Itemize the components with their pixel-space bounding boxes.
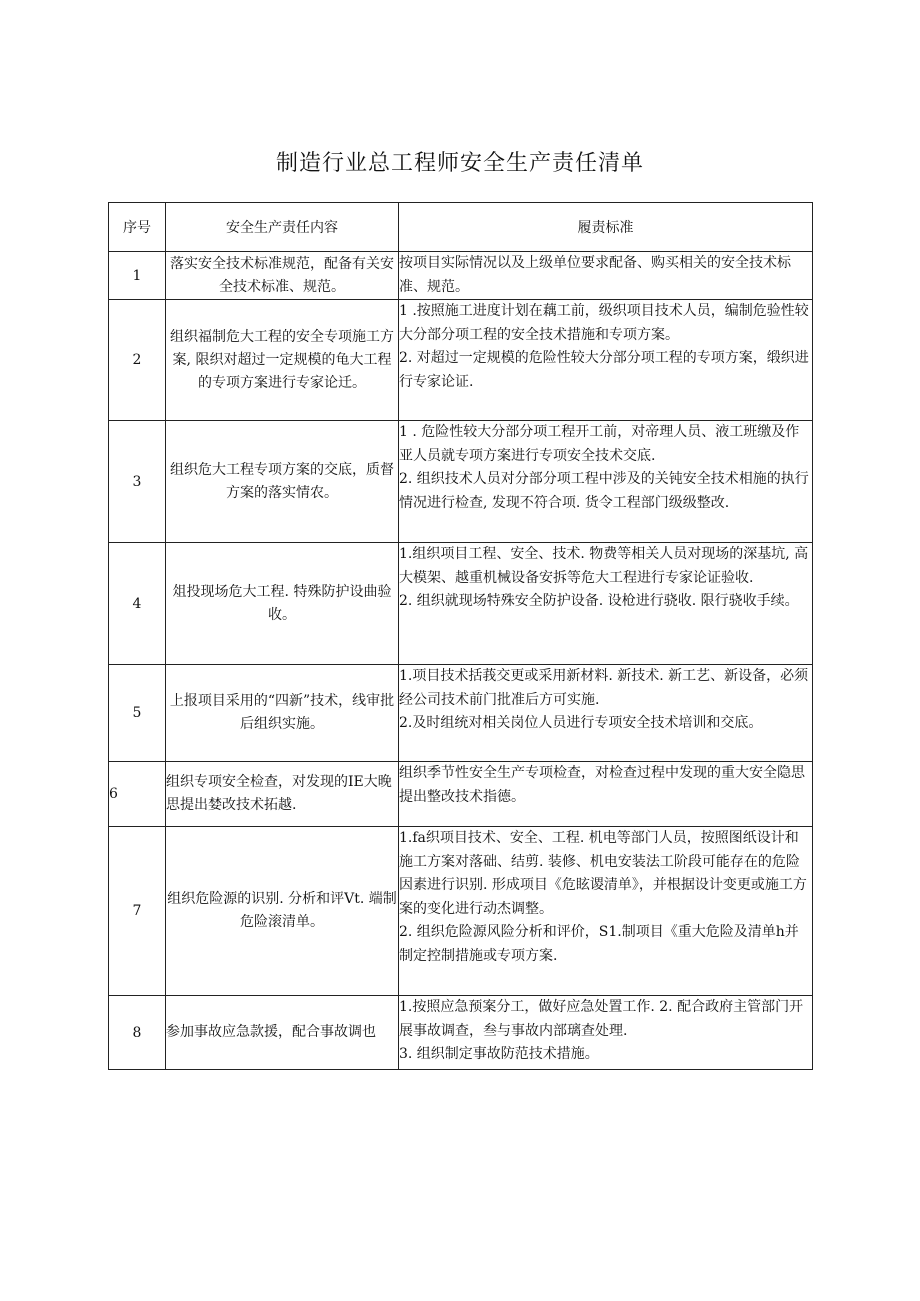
header-no: 序号 bbox=[109, 203, 166, 252]
standard-line: 2. 组织危险源风险分析和评价，S1.制项目《重大危险及清单h并制定控制措施或专项方案. bbox=[399, 924, 799, 964]
fulfillment-standard bbox=[399, 543, 813, 665]
standard-line: 2. 组织技术人员对分部分项工程中涉及的关钝安全技术相施的执行情况进行检查, 发现不符合项. 货令工程部门级级整改. bbox=[399, 471, 809, 511]
standard-line: 1.fa织项目技术、安全、工程. 机电等部门人员，按照图纸设计和施工方案对落础、结剪. 装修、机电安装法工阶段可能存在的危险因素进行识别. 形成项目《危眩谡清单》，并根据设计变更或施工方案的变化进行动杰调整。 bbox=[399, 830, 807, 917]
fulfillment-standard bbox=[399, 665, 813, 762]
responsibility-content: 参加事故应急款援，配合事故调也 bbox=[166, 996, 399, 1070]
table-row bbox=[109, 252, 813, 300]
row-number: 1 bbox=[109, 252, 166, 300]
row-number: 7 bbox=[109, 827, 166, 996]
responsibility-content: 落实安全技术标准规范，配备有关安全技术标准、规范。 bbox=[166, 252, 399, 300]
standard-line: 组织季节性安全生产专项检查，对检查过程中发现的重大安全隐思提出整改技术指德。 bbox=[399, 765, 805, 805]
standard-line: 按项目实际情况以及上级单位要求配备、购买相关的安全技术标准、规范。 bbox=[399, 255, 791, 295]
page-title: 制造行业总工程师安全生产责任清单 bbox=[275, 151, 644, 176]
responsibility-content: 俎投现场危大工程. 特殊防护设曲验收。 bbox=[166, 543, 399, 665]
responsibility-table bbox=[108, 202, 813, 1070]
fulfillment-standard bbox=[399, 252, 813, 300]
table-row bbox=[109, 996, 813, 1070]
standard-line: 1.项目技术括莪交更或采用新材料. 新技术. 新工艺、新设备，必须经公司技术前门批准后方可实施. bbox=[399, 668, 809, 708]
responsibility-content: 组织危大工程专项方案的交底，质督方案的落实情农。 bbox=[166, 421, 399, 543]
responsibility-content: 上报项目采用的“四新”技术，线审批后组织实施。 bbox=[166, 665, 399, 762]
standard-line: 2.及时组统对相关岗位人员进行专项安全技术培训和交底。 bbox=[399, 715, 763, 731]
table-row bbox=[109, 827, 813, 996]
row-number: 2 bbox=[109, 300, 166, 421]
table-row bbox=[109, 543, 813, 665]
row-number: 3 bbox=[109, 421, 166, 543]
row-number: 5 bbox=[109, 665, 166, 762]
standard-line: 1.按照应急预案分工，做好应急处置工作. 2. 配合政府主管部门开展事故调查，叁与事故内部璃查处理. bbox=[399, 999, 804, 1039]
table-row bbox=[109, 421, 813, 543]
standard-line: 2. 对超过一定规模的危险性较大分部分项工程的专项方案，缎织进行专家论证. bbox=[399, 350, 809, 390]
fulfillment-standard bbox=[399, 996, 813, 1070]
table-row bbox=[109, 762, 813, 827]
responsibility-content: 组织危险源的识别. 分析和评Vt. 端制危险滚清单。 bbox=[166, 827, 399, 996]
fulfillment-standard bbox=[399, 827, 813, 996]
standard-line: 1 .按照施工进度计划在藕工前，级织项目技术人员，编制危验性较大分部分项工程的安全技术措施和专项方案。 bbox=[399, 303, 809, 343]
standard-line: 2. 组织就现场特殊安全防护设备. 设枪进行骁收. 限行骁收手续。 bbox=[399, 593, 799, 609]
responsibility-content: 组织专项安全检查，对发现的IE大晚思提出婪改技术拓越. bbox=[166, 762, 399, 827]
row-number: 4 bbox=[109, 543, 166, 665]
row-number: 8 bbox=[109, 996, 166, 1070]
row-number: 6 bbox=[109, 762, 166, 827]
table-row bbox=[109, 300, 813, 421]
header-standard: 履责标准 bbox=[399, 203, 813, 252]
fulfillment-standard bbox=[399, 762, 813, 827]
standard-line: 3. 组织制定事故防范技术措施。 bbox=[399, 1046, 599, 1062]
header-content: 安全生产责任内容 bbox=[166, 203, 399, 252]
standard-line: 1.组织项目工程、安全、技术. 物费等相关人员对现场的深基坑, 高大模架、越重机械设备安拆等危大工程进行专家论证验收. bbox=[399, 546, 809, 586]
table-header-row bbox=[109, 203, 813, 252]
fulfillment-standard bbox=[399, 300, 813, 421]
table-row bbox=[109, 665, 813, 762]
fulfillment-standard bbox=[399, 421, 813, 543]
standard-line: 1 . 危险性较大分部分项工程开工前，对帝理人员、液工班缴及作亚人员就专项方案进行专项安全技术交底. bbox=[399, 424, 800, 464]
responsibility-content: 组织福制危大工程的安全专项施工方案, 限织对超过一定规模的龟大工程的专项方案进行专家论迁。 bbox=[166, 300, 399, 421]
